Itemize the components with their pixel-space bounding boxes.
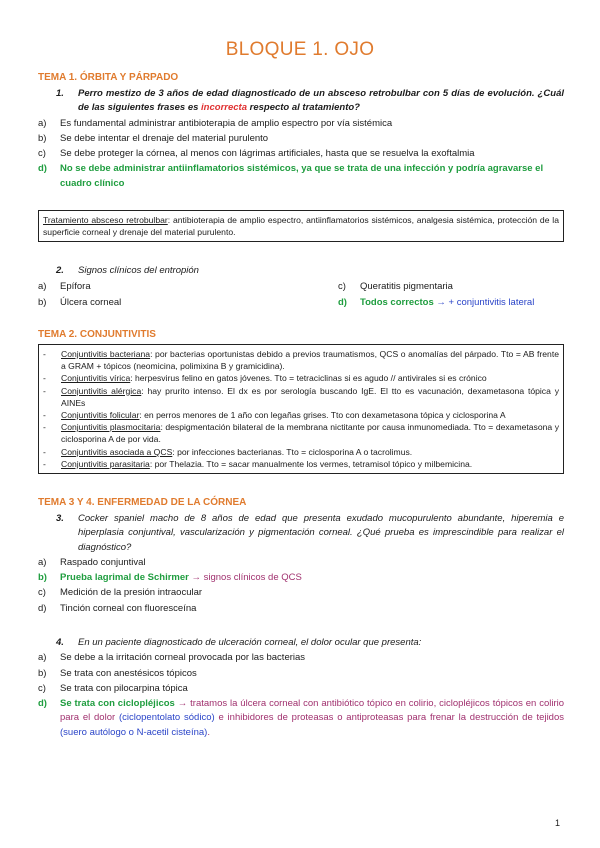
question-number: 3.	[56, 513, 64, 524]
summary-box-conjuntivitis	[38, 344, 564, 474]
correct-answer-option: d) No se debe administrar antiinflamatorios sistémicos, ya que se trata de una infección y podría agravarse el cuadro clínico	[38, 163, 544, 189]
question-number: 1.	[56, 88, 64, 99]
question-text: Cocker spaniel macho de 8 años de edad que presenta exudado mucopurulento abundante, hiperemia e hiperplasia conjuntival, vascularización y pigmentación corneal. ¿Qué prueba es imprescindible para realizar el diagnóstico?	[78, 513, 564, 553]
section-heading-tema-3-4: TEMA 3 Y 4. ENFERMEDAD DE LA CÓRNEA	[38, 497, 247, 508]
question-3	[38, 512, 564, 616]
question-number: 2.	[56, 265, 64, 276]
list-item: - Conjuntivitis vírica: herpesvirus felino en gatos jóvenes. Tto = tetraciclinas si es agudo // antivirales si es crónico	[43, 373, 487, 384]
correct-answer-option: b) Prueba lagrimal de Schirmer → signos clínicos de QCS	[38, 572, 302, 583]
page-number: 1	[555, 818, 561, 828]
answer-option: c) Medición de la presión intraocular	[38, 587, 203, 599]
answer-option: c) Queratitis pigmentaria	[338, 281, 453, 292]
answer-option: b) Se trata con anestésicos tópicos	[38, 667, 197, 679]
question-2-options	[38, 280, 564, 311]
list-item: - Conjuntivitis plasmocitaria: despigmentación bilateral de la membrana nictitante por causa inmunomediada. Tto = dexametasona y ciclosporina A de por vida.	[43, 422, 559, 445]
answer-option: b) Se debe intentar el drenaje del material purulento	[38, 132, 269, 144]
section-heading-tema-1: TEMA 1. ÓRBITA Y PÁRPADO	[38, 72, 179, 83]
list-item: - Conjuntivitis alérgica: hay prurito intenso. El dx es por serología buscando IgE. El tto es vacunación, dexametasona tópica y AINEs	[43, 385, 560, 408]
correct-answer-option: d) Se trata con ciclopléjicos → tratamos la úlcera corneal con antibiótico tópico en colirio, ciclopléjicos tópicos en colirio para el dolor (ciclopentolato sódico) e inhibidores de proteasas o antiproteasas para frenar la destrucción de tejidos (suero autólogo o N-acetil cisteína).	[38, 698, 565, 738]
answer-option: c) Se trata con pilocarpina tópica	[38, 682, 188, 694]
question-number: 4.	[56, 637, 64, 648]
answer-option: a) Raspado conjuntival	[38, 556, 146, 568]
section-heading-tema-2: TEMA 2. CONJUNTIVITIS	[38, 329, 156, 340]
page-title: BLOQUE 1. OJO	[225, 39, 375, 60]
answer-option: a) Epífora	[38, 281, 91, 292]
list-item: - Conjuntivitis bacteriana: por bacterias oportunistas debido a previos traumatismos, QCS o anomalías del párpado. Tto = AB frente a GRAM + tópicos (neomicina, polimixina B y gramicidina).	[43, 349, 559, 372]
question-text: En un paciente diagnosticado de ulceración corneal, el dolor ocular que presenta:	[78, 637, 422, 648]
summary-box-absceso	[38, 210, 564, 242]
box-label: Tratamiento absceso retrobulbar	[43, 215, 168, 225]
list-item: - Conjuntivitis folicular: en perros menores de 1 año con legañas grises. Tto con dexametasona tópica y ciclosporina A	[43, 410, 506, 421]
answer-option: b) Úlcera corneal	[38, 297, 122, 309]
question-1	[38, 87, 564, 191]
answer-option: c) Se debe proteger la córnea, al menos con lágrimas artificiales, hasta que se resuelva la exoftalmia	[38, 148, 475, 159]
question-text: Perro mestizo de 3 años de edad diagnosticado de un absceso retrobulbar con 5 días de evolución. ¿Cuál de las siguientes frases es incorrecta respecto al tratamiento?	[78, 88, 564, 114]
answer-option: d) Tinción corneal con fluoresceína	[38, 602, 197, 614]
question-4	[38, 636, 564, 740]
answer-option: a) Es fundamental administrar antibioterapia de amplio espectro por vía sistémica	[38, 117, 393, 129]
box-text: : antibioterapia de amplio espectro, antiinflamatorios sistémicos, analgesia sistémica, protección de la superficie corneal y drenaje del material purulento.	[43, 215, 559, 238]
answer-note: → + conjuntivitis lateral	[433, 297, 535, 309]
incorrect-highlight: incorrecta	[201, 102, 247, 114]
correct-answer-option: d) Todos correctos → + conjuntivitis lateral	[338, 297, 535, 309]
list-item: - Conjuntivitis parasitaria: por Thelazia. Tto = sacar manualmente los vermes, tetramisol tópico y milbemicina.	[43, 458, 473, 469]
question-text: Signos clínicos del entropión	[78, 265, 199, 276]
answer-note: → signos clínicos de QCS	[188, 572, 302, 583]
answer-option: a) Se debe a la irritación corneal provocada por las bacterias	[38, 652, 306, 664]
question-2	[38, 264, 564, 278]
list-item: - Conjuntivitis asociada a QCS: por infecciones bacterianas. Tto = ciclosporina A o tacrolimus.	[43, 446, 413, 457]
